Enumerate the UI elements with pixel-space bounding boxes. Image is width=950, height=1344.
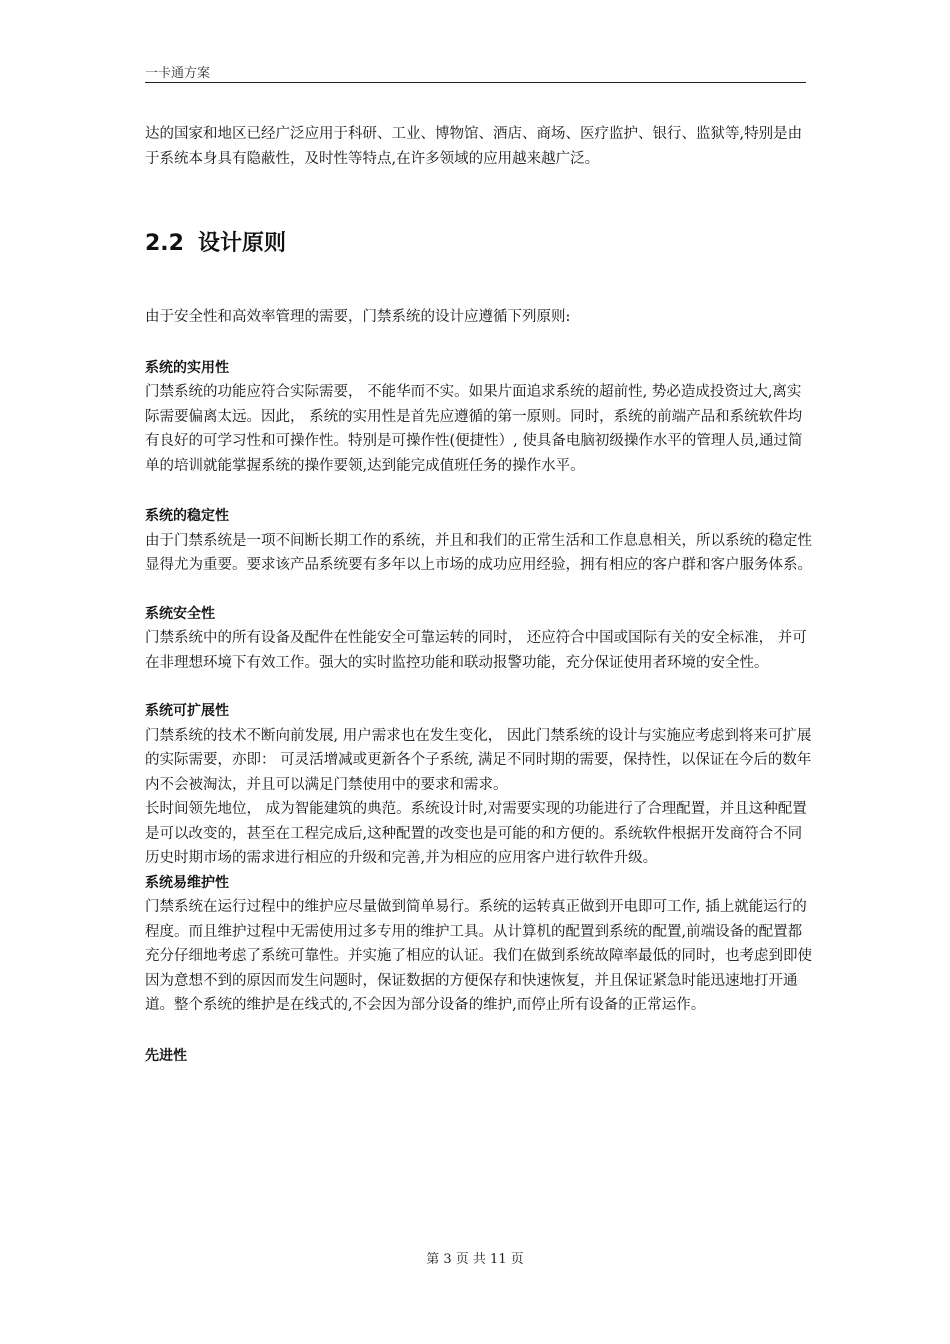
paragraph-maintainability: 门禁系统在运行过程中的维护应尽量做到简单易行。系统的运转真正做到开电即可工作, 插上就能运行的程度。而且维护过程中无需使用过多专用的维护工具。从计算机的配置到系统的配置,前端设备的配置都充分仔细地考虑了系统可靠性。并实施了相应的认证。我们在做到系统故障率最低的同时，也考虑到即使因为意想不到的原因而发生问题时，保证数据的方便保存和快速恢复，并且保证紧急时能迅速地打开通道。整个系统的维护是在线式的,不会因为部分设备的维护,而停止所有设备的正常运作。	[145, 899, 812, 1013]
subsection-title-security: 系统安全性	[145, 605, 215, 622]
subsection-title-maintainability: 系统易维护性	[145, 874, 229, 891]
page-footer: 第 3 页 共 11 页	[426, 1252, 524, 1267]
paragraph-stability: 由于门禁系统是一项不间断长期工作的系统，并且和我们的正常生活和工作息息相关，所以系统的稳定性显得尤为重要。要求该产品系统要有多年以上市场的成功应用经验，拥有相应的客户群和客户服务体系。	[145, 532, 812, 573]
section-number: 2.2	[145, 231, 184, 256]
lead-paragraph: 达的国家和地区已经广泛应用于科研、工业、博物馆、酒店、商场、医疗监护、银行、监狱等,特别是由于系统本身具有隐蔽性，及时性等特点,在许多领域的应用越来越广泛。	[145, 126, 803, 167]
subsection-title-advancement: 先进性	[145, 1047, 187, 1064]
paragraph-security: 门禁系统中的所有设备及配件在性能安全可靠运转的同时， 还应符合中国或国际有关的安全标准， 并可在非理想环境下有效工作。强大的实时监控功能和联动报警功能，充分保证使用者环境的安全性。	[145, 630, 807, 671]
paragraph-extensibility-2: 长时间领先地位， 成为智能建筑的典范。系统设计时,对需要实现的功能进行了合理配置，并且这种配置是可以改变的，甚至在工程完成后,这种配置的改变也是可能的和方便的。系统软件根据开发商符合不同历史时期市场的需求进行相应的升级和完善,并为相应的应用客户进行软件升级。	[145, 801, 807, 866]
paragraph-extensibility-1: 门禁系统的技术不断向前发展, 用户需求也在发生变化， 因此门禁系统的设计与实施应考虑到将来可扩展的实际需要，亦即： 可灵活增减或更新各个子系统, 满足不同时期的需要，保持性，以保证在今后的数年内不会被淘汰，并且可以满足门禁使用中的要求和需求。	[145, 727, 812, 793]
header-divider	[145, 82, 806, 83]
section-title: 设计原则	[197, 231, 286, 256]
document-body	[145, 122, 813, 1068]
section-heading	[145, 229, 813, 259]
subsection-title-practicality: 系统的实用性	[145, 359, 229, 376]
paragraph-practicality: 门禁系统的功能应符合实际需要， 不能华而不实。如果片面追求系统的超前性, 势必造成投资过大,离实际需要偏离太远。因此， 系统的实用性是首先应遵循的第一原则。同时，系统的前端产品和系统软件均有良好的可学习性和可操作性。特别是可操作性(便捷性）, 使具备电脑初级操作水平的管理人员,通过简单的培训就能掌握系统的操作要领,达到能完成值班任务的操作水平。	[145, 384, 803, 474]
subsection-title-extensibility: 系统可扩展性	[145, 703, 229, 719]
page-header: 一卡通方案	[145, 66, 211, 81]
intro-paragraph: 由于安全性和高效率管理的需要，门禁系统的设计应遵循下列原则:	[145, 309, 571, 325]
subsection-title-stability: 系统的稳定性	[145, 508, 229, 524]
